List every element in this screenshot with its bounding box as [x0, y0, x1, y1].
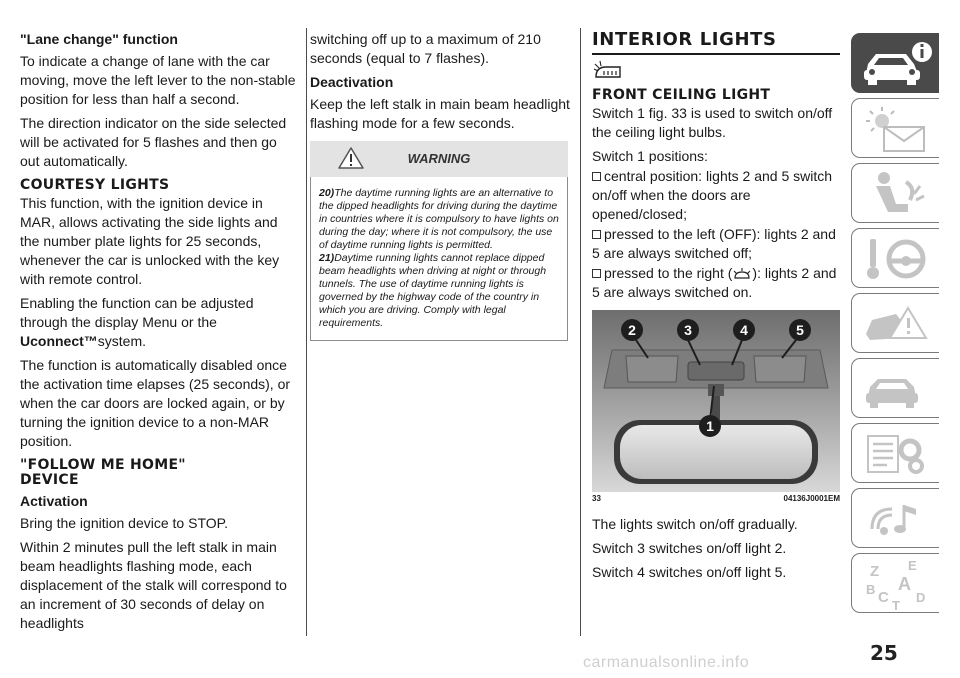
index-letter-t: T [892, 598, 900, 613]
callout-5-label: 5 [796, 322, 804, 338]
courtesy-paragraph-3: The function is automatically disabled once the activation time elapses (25 seconds), or when the car doors are locked again, or by turning the ignition device to a non-MAR position. [20, 357, 291, 449]
courtesy-paragraph-1: This function, with the ignition device in MAR, allows activating the side lights and the number plate lights for 25 seconds, whenever the car is unlocked with the key with remote control. [20, 195, 280, 287]
page-number: 25 [870, 641, 898, 665]
warning-header [310, 141, 568, 177]
lane-change-title: "Lane change" function [20, 31, 178, 47]
index-letter-a: A [898, 574, 911, 594]
lane-change-paragraph-2: The direction indicator on the side selected will be activated for 5 flashes and then go out automatically. [20, 115, 287, 169]
follow-heading-line-1: "FOLLOW ME HOME" [20, 457, 186, 473]
follow-heading-line-2: DEVICE [20, 472, 79, 488]
tab-multimedia[interactable] [851, 488, 939, 548]
note-20 [319, 187, 559, 252]
figure-callout-3 [677, 319, 699, 341]
seat-airbag-icon [852, 164, 940, 224]
callout-3-label: 3 [684, 322, 692, 338]
ceiling-paragraph-5: Switch 4 switches on/off light 5. [592, 564, 787, 580]
watermark: carmanualsonline.info [583, 654, 750, 671]
specifications-gear-icon [852, 424, 940, 484]
bullet-box-icon [592, 269, 601, 278]
deactivation-paragraph: Keep the left stalk in main beam headlight flashing mode for a few seconds. [310, 96, 570, 131]
position-bullet-3 [592, 264, 842, 302]
ceiling-paragraph-3: The lights switch on/off gradually. [592, 516, 798, 532]
follow-paragraph-1: Bring the ignition device to STOP. [20, 515, 229, 531]
tab-technical-data[interactable] [851, 423, 939, 483]
front-ceiling-light-heading: FRONT CEILING LIGHT [592, 87, 771, 103]
note-21-number: 21) [319, 252, 335, 264]
column-2 [310, 30, 572, 341]
figure-callout-5 [789, 319, 811, 341]
index-letter-c: C [878, 589, 889, 606]
figure-code: 04136J0001EM [783, 494, 840, 503]
deactivation-subheading: Deactivation [310, 74, 394, 90]
position-bullet-3-text-a: pressed to the right ( [604, 265, 733, 281]
ceiling-light-icon [592, 59, 624, 81]
note-20-text: The daytime running lights are an alternative to the dipped headlights for driving during the daytime in countries where it is compulsory to have lights on during the day; where it is not compulsory, the use of daytime running lights is permitted. [319, 187, 559, 251]
index-letter-e: E [908, 558, 917, 573]
chapter-tabs [851, 33, 939, 618]
tab-maintenance[interactable] [851, 358, 939, 418]
key-steering-wheel-icon [852, 229, 940, 289]
index-letter-b: B [866, 582, 876, 597]
light-on-icon [732, 268, 752, 280]
column-3 [592, 30, 842, 587]
ceiling-light-figure [592, 310, 840, 492]
multimedia-icon [852, 489, 940, 549]
note-21 [319, 252, 559, 330]
note-21-text: Daytime running lights cannot replace dipped beam headlights when driving at night or through tunnels. The use of daytime running lights is governed by the highway code of the country in which you are driving. Comply with legal requirements. [319, 252, 547, 329]
index-letter-z: Z [870, 563, 880, 580]
figure-callout-2 [621, 319, 643, 341]
column-1 [20, 30, 298, 638]
interior-lights-title: INTERIOR LIGHTS [592, 29, 777, 50]
column-separator-1 [306, 28, 307, 636]
crash-icon [852, 294, 940, 354]
position-bullet-2 [592, 225, 842, 263]
figure-callout-4 [733, 319, 755, 341]
section-rule [592, 53, 840, 55]
tab-car-info[interactable] [851, 33, 939, 93]
index-letter-d: D [916, 590, 926, 605]
follow-continued-paragraph: switching off up to a maximum of 210 seconds (equal to 7 flashes). [310, 31, 541, 66]
callout-4-label: 4 [740, 322, 748, 338]
position-bullet-1-text: central position: lights 2 and 5 switch on/off when the doors are opened/closed; [592, 168, 833, 222]
note-20-number: 20) [319, 187, 335, 199]
ceiling-light-photo [592, 310, 840, 492]
courtesy-p2-text-a: Enabling the function can be adjusted through the display Menu or the [20, 295, 254, 330]
warning-lights-envelope-icon [852, 99, 940, 159]
tab-warning-lights[interactable] [851, 98, 939, 158]
ceiling-paragraph-1: Switch 1 fig. 33 is used to switch on/off the ceiling light bulbs. [592, 105, 833, 140]
activation-subheading: Activation [20, 493, 88, 509]
bullet-box-icon [592, 230, 601, 239]
warning-box [310, 177, 568, 341]
warning-title: WARNING [407, 151, 471, 166]
car-info-icon [852, 34, 940, 94]
figure-number: 33 [592, 494, 601, 503]
courtesy-paragraph-2 [20, 294, 298, 351]
index-letters-icon [852, 554, 940, 614]
position-bullet-3-text-b: ): lights 2 and 5 are always switched on. [592, 265, 837, 300]
ceiling-paragraph-2: Switch 1 positions: [592, 148, 708, 164]
bullet-box-icon [592, 172, 601, 181]
follow-paragraph-2: Within 2 minutes pull the left stalk in main beam headlights flashing mode, each displacement of the stalk will correspond to an increment of 30 seconds of delay on headlights [20, 539, 287, 631]
callout-2-label: 2 [628, 322, 636, 338]
tab-safety[interactable] [851, 163, 939, 223]
column-separator-2 [580, 28, 581, 636]
tab-index[interactable] [851, 553, 939, 613]
tab-starting-driving[interactable] [851, 228, 939, 288]
courtesy-p2-text-b: system. [97, 333, 147, 349]
car-service-icon [852, 359, 940, 419]
figure-callout-1 [699, 415, 721, 437]
follow-me-home-heading [20, 458, 298, 488]
ceiling-paragraph-4: Switch 3 switches on/off light 2. [592, 540, 787, 556]
callout-1-label: 1 [706, 418, 714, 434]
uconnect-brand: Uconnect™ [20, 333, 98, 349]
lane-change-paragraph-1: To indicate a change of lane with the car moving, move the left lever to the non-stable position for less than half a second. [20, 53, 296, 107]
position-bullet-2-text: pressed to the left (OFF): lights 2 and 5 are always switched off; [592, 226, 836, 261]
figure-caption [592, 494, 840, 503]
courtesy-lights-heading: COURTESY LIGHTS [20, 177, 170, 193]
tab-emergency[interactable] [851, 293, 939, 353]
position-bullet-1 [592, 167, 842, 224]
